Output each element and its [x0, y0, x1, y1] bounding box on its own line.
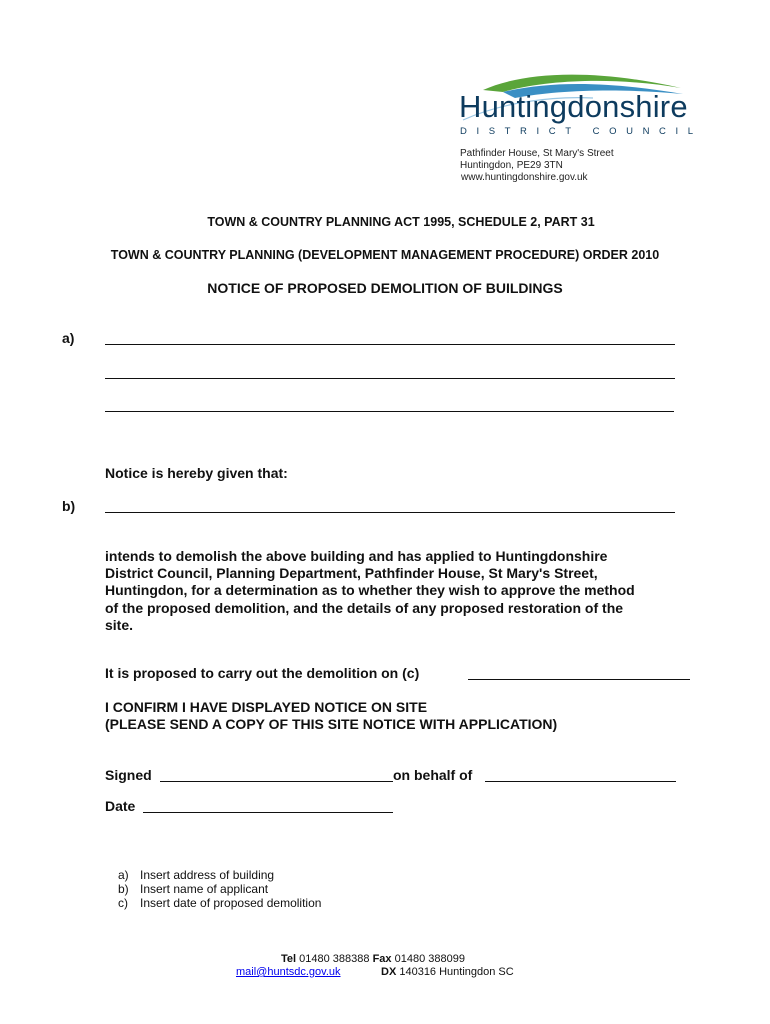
note-key-a: a) — [118, 868, 129, 882]
dx-value: 140316 Huntingdon SC — [399, 966, 514, 978]
logo-wordmark: Huntingdonshire — [459, 89, 688, 124]
on-behalf-label: on behalf of — [393, 767, 473, 783]
confirm-line-2: (PLEASE SEND A COPY OF THIS SITE NOTICE WITH APPLICATION) — [105, 716, 558, 732]
address-field-line-1[interactable] — [105, 344, 675, 345]
website-link[interactable]: www.huntingdonshire.gov.uk — [461, 172, 588, 183]
intent-line: District Council, Planning Department, Pathfinder House, St Mary's Street, — [105, 565, 598, 582]
intent-line: Huntingdon, for a determination as to whether they wish to approve the method — [105, 582, 635, 599]
tel-number: 01480 388388 — [299, 953, 370, 965]
intent-paragraph — [105, 548, 705, 634]
email-link[interactable]: mail@huntsdc.gov.uk — [236, 966, 341, 978]
signature-field[interactable] — [160, 781, 393, 782]
confirm-line-1: I CONFIRM I HAVE DISPLAYED NOTICE ON SITE — [105, 699, 428, 715]
date-label: Date — [105, 798, 136, 814]
address-field-line-2[interactable] — [105, 378, 675, 379]
proposed-date-field[interactable] — [468, 679, 690, 680]
note-key-c: c) — [118, 896, 128, 910]
applicant-field-line[interactable] — [105, 512, 675, 513]
footer-contact-line — [281, 953, 465, 965]
order-heading: TOWN & COUNTRY PLANNING (DEVELOPMENT MANAGEMENT PROCEDURE) ORDER 2010 — [110, 248, 660, 262]
intent-line: intends to demolish the above building and has applied to Huntingdonshire — [105, 548, 608, 564]
notice-given-text: Notice is hereby given that: — [105, 465, 288, 481]
note-text-c: Insert date of proposed demolition — [140, 896, 322, 910]
tel-label: Tel — [281, 953, 297, 965]
signed-label: Signed — [105, 767, 152, 783]
address-line-2: Huntingdon, PE29 3TN — [460, 160, 563, 171]
intent-line: site. — [105, 616, 134, 633]
address-line-1: Pathfinder House, St Mary's Street — [460, 148, 614, 159]
note-text-a: Insert address of building — [140, 868, 275, 882]
logo-subtitle: DISTRICT COUNCIL — [460, 126, 703, 137]
label-a: a) — [62, 330, 75, 346]
notice-title: NOTICE OF PROPOSED DEMOLITION OF BUILDINGS — [207, 280, 563, 296]
on-behalf-field[interactable] — [485, 781, 676, 782]
note-key-b: b) — [118, 882, 129, 896]
dx-label: DX — [381, 966, 397, 978]
address-field-line-3[interactable] — [105, 411, 674, 412]
intent-line: of the proposed demolition, and the details of any proposed restoration of the — [105, 599, 624, 616]
note-text-b: Insert name of applicant — [140, 882, 269, 896]
label-b: b) — [62, 498, 76, 514]
fax-number: 01480 388099 — [394, 953, 465, 965]
proposed-date-label: It is proposed to carry out the demolition on (c) — [105, 665, 420, 681]
date-field[interactable] — [143, 812, 393, 813]
act-heading: TOWN & COUNTRY PLANNING ACT 1995, SCHEDULE 2, PART 31 — [207, 215, 595, 229]
footer-dx-line — [381, 966, 514, 978]
fax-label: Fax — [372, 953, 392, 965]
